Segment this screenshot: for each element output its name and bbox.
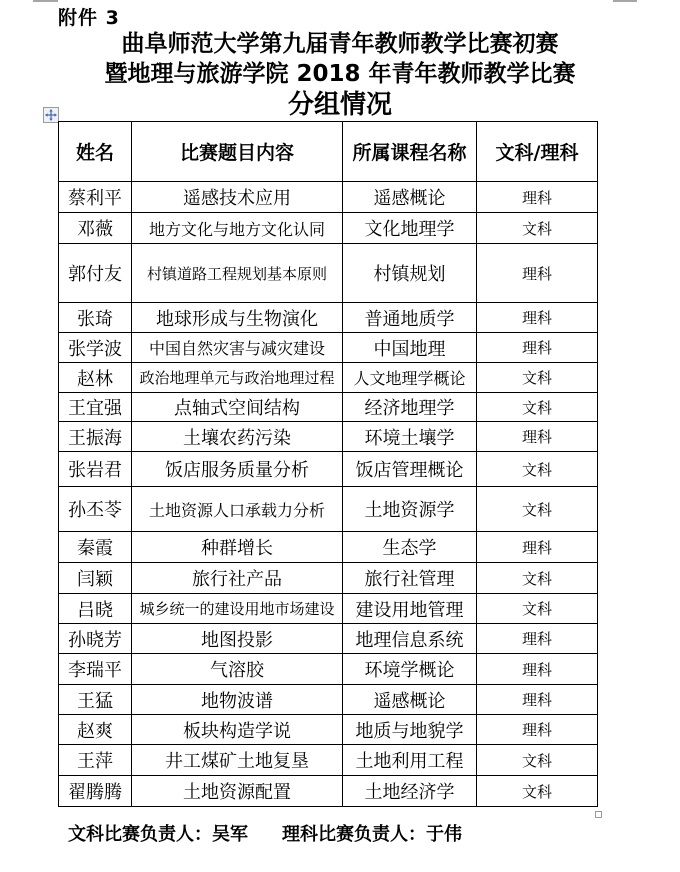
cell-course: 饭店管理概论 [343, 452, 477, 487]
cell-track: 理科 [477, 303, 598, 333]
cell-topic: 种群增长 [132, 532, 343, 563]
cell-course: 经济地理学 [343, 393, 477, 422]
cell-topic: 中国自然灾害与减灾建设 [132, 333, 343, 363]
cell-name: 闫颖 [59, 563, 132, 594]
attachment-label: 附件 3 [58, 7, 120, 29]
cell-name: 王宜强 [59, 393, 132, 422]
cell-topic: 城乡统一的建设用地市场建设 [132, 594, 343, 624]
arts-leader-label: 文科比赛负责人：吴军 [68, 824, 248, 845]
cell-track: 文科 [477, 776, 598, 807]
cell-track: 理科 [477, 685, 598, 715]
table-row [59, 563, 598, 594]
cell-topic: 遥感技术应用 [132, 182, 343, 213]
cell-topic: 土地资源人口承载力分析 [132, 487, 343, 532]
cell-topic: 土地资源配置 [132, 776, 343, 807]
cell-course: 地质与地貌学 [343, 715, 477, 745]
cell-name: 赵爽 [59, 715, 132, 745]
table-row [59, 393, 598, 422]
table-row [59, 333, 598, 363]
cell-track: 理科 [477, 715, 598, 745]
table-body [59, 182, 598, 807]
cell-course: 中国地理 [343, 333, 477, 363]
cell-course: 普通地质学 [343, 303, 477, 333]
table-row [59, 244, 598, 303]
header-track: 文科/理科 [477, 122, 598, 182]
cell-topic: 地球形成与生物演化 [132, 303, 343, 333]
cell-topic: 政治地理单元与政治地理过程 [132, 363, 343, 393]
cell-name: 李瑞平 [59, 654, 132, 685]
cell-topic: 饭店服务质量分析 [132, 452, 343, 487]
table-row [59, 594, 598, 624]
cell-course: 环境土壤学 [343, 422, 477, 452]
cell-track: 文科 [477, 363, 598, 393]
cell-name: 张岩君 [59, 452, 132, 487]
cell-name: 邓薇 [59, 213, 132, 244]
cell-course: 土地经济学 [343, 776, 477, 807]
cell-name: 王萍 [59, 745, 132, 776]
header-name: 姓名 [59, 122, 132, 182]
cell-name: 王猛 [59, 685, 132, 715]
table-move-handle[interactable] [43, 107, 59, 123]
cell-topic: 井工煤矿土地复垦 [132, 745, 343, 776]
cell-topic: 点轴式空间结构 [132, 393, 343, 422]
cell-topic: 地物波谱 [132, 685, 343, 715]
cell-topic: 村镇道路工程规划基本原则 [132, 244, 343, 303]
header-topic: 比赛题目内容 [132, 122, 343, 182]
table-row [59, 452, 598, 487]
cell-track: 文科 [477, 393, 598, 422]
title-line-3: 分组情况 [287, 90, 392, 120]
cell-track: 文科 [477, 563, 598, 594]
header-course: 所属课程名称 [343, 122, 477, 182]
document-title [0, 29, 680, 121]
table-row [59, 654, 598, 685]
cell-track: 理科 [477, 182, 598, 213]
cell-track: 理科 [477, 624, 598, 654]
cell-course: 建设用地管理 [343, 594, 477, 624]
cell-name: 吕晓 [59, 594, 132, 624]
table-row [59, 715, 598, 745]
cell-course: 村镇规划 [343, 244, 477, 303]
cell-topic: 地方文化与地方文化认同 [132, 213, 343, 244]
cell-track: 理科 [477, 333, 598, 363]
cell-course: 遥感概论 [343, 685, 477, 715]
cell-course: 地理信息系统 [343, 624, 477, 654]
science-leader-label: 理科比赛负责人：于伟 [282, 824, 462, 845]
table-resize-handle[interactable] [595, 811, 602, 818]
cell-track: 理科 [477, 244, 598, 303]
cell-name: 孙晓芳 [59, 624, 132, 654]
move-icon [45, 109, 57, 121]
cell-track: 文科 [477, 745, 598, 776]
cell-track: 文科 [477, 487, 598, 532]
table-row [59, 213, 598, 244]
cell-course: 土地资源学 [343, 487, 477, 532]
cell-name: 秦霞 [59, 532, 132, 563]
ui-artifact-top-left [33, 0, 58, 2]
grouping-table [58, 121, 598, 807]
cell-topic: 地图投影 [132, 624, 343, 654]
cell-track: 理科 [477, 532, 598, 563]
cell-course: 生态学 [343, 532, 477, 563]
cell-course: 遥感概论 [343, 182, 477, 213]
cell-track: 理科 [477, 422, 598, 452]
table-row [59, 487, 598, 532]
cell-name: 蔡利平 [59, 182, 132, 213]
cell-name: 张学波 [59, 333, 132, 363]
table-row [59, 532, 598, 563]
table-header-row [59, 122, 598, 182]
cell-name: 张琦 [59, 303, 132, 333]
table-row [59, 422, 598, 452]
table-row [59, 776, 598, 807]
title-line-2: 暨地理与旅游学院 2018 年青年教师教学比赛 [104, 61, 576, 87]
cell-topic: 土壤农药污染 [132, 422, 343, 452]
cell-name: 翟腾腾 [59, 776, 132, 807]
cell-track: 文科 [477, 452, 598, 487]
cell-track: 文科 [477, 213, 598, 244]
table-row [59, 685, 598, 715]
footer-line [68, 820, 462, 846]
cell-topic: 板块构造学说 [132, 715, 343, 745]
cell-course: 人文地理学概论 [343, 363, 477, 393]
cell-name: 孙丕苓 [59, 487, 132, 532]
cell-topic: 气溶胶 [132, 654, 343, 685]
table-row [59, 745, 598, 776]
table-row [59, 303, 598, 333]
cell-track: 理科 [477, 654, 598, 685]
cell-name: 郭付友 [59, 244, 132, 303]
table-row [59, 182, 598, 213]
cell-name: 赵林 [59, 363, 132, 393]
cell-course: 旅行社管理 [343, 563, 477, 594]
cell-name: 王振海 [59, 422, 132, 452]
cell-course: 文化地理学 [343, 213, 477, 244]
table-row [59, 624, 598, 654]
cell-course: 土地利用工程 [343, 745, 477, 776]
table-row [59, 363, 598, 393]
ui-artifact-top-right [613, 0, 637, 2]
cell-track: 文科 [477, 594, 598, 624]
title-line-1: 曲阜师范大学第九届青年教师教学比赛初赛 [121, 31, 559, 57]
cell-topic: 旅行社产品 [132, 563, 343, 594]
cell-course: 环境学概论 [343, 654, 477, 685]
